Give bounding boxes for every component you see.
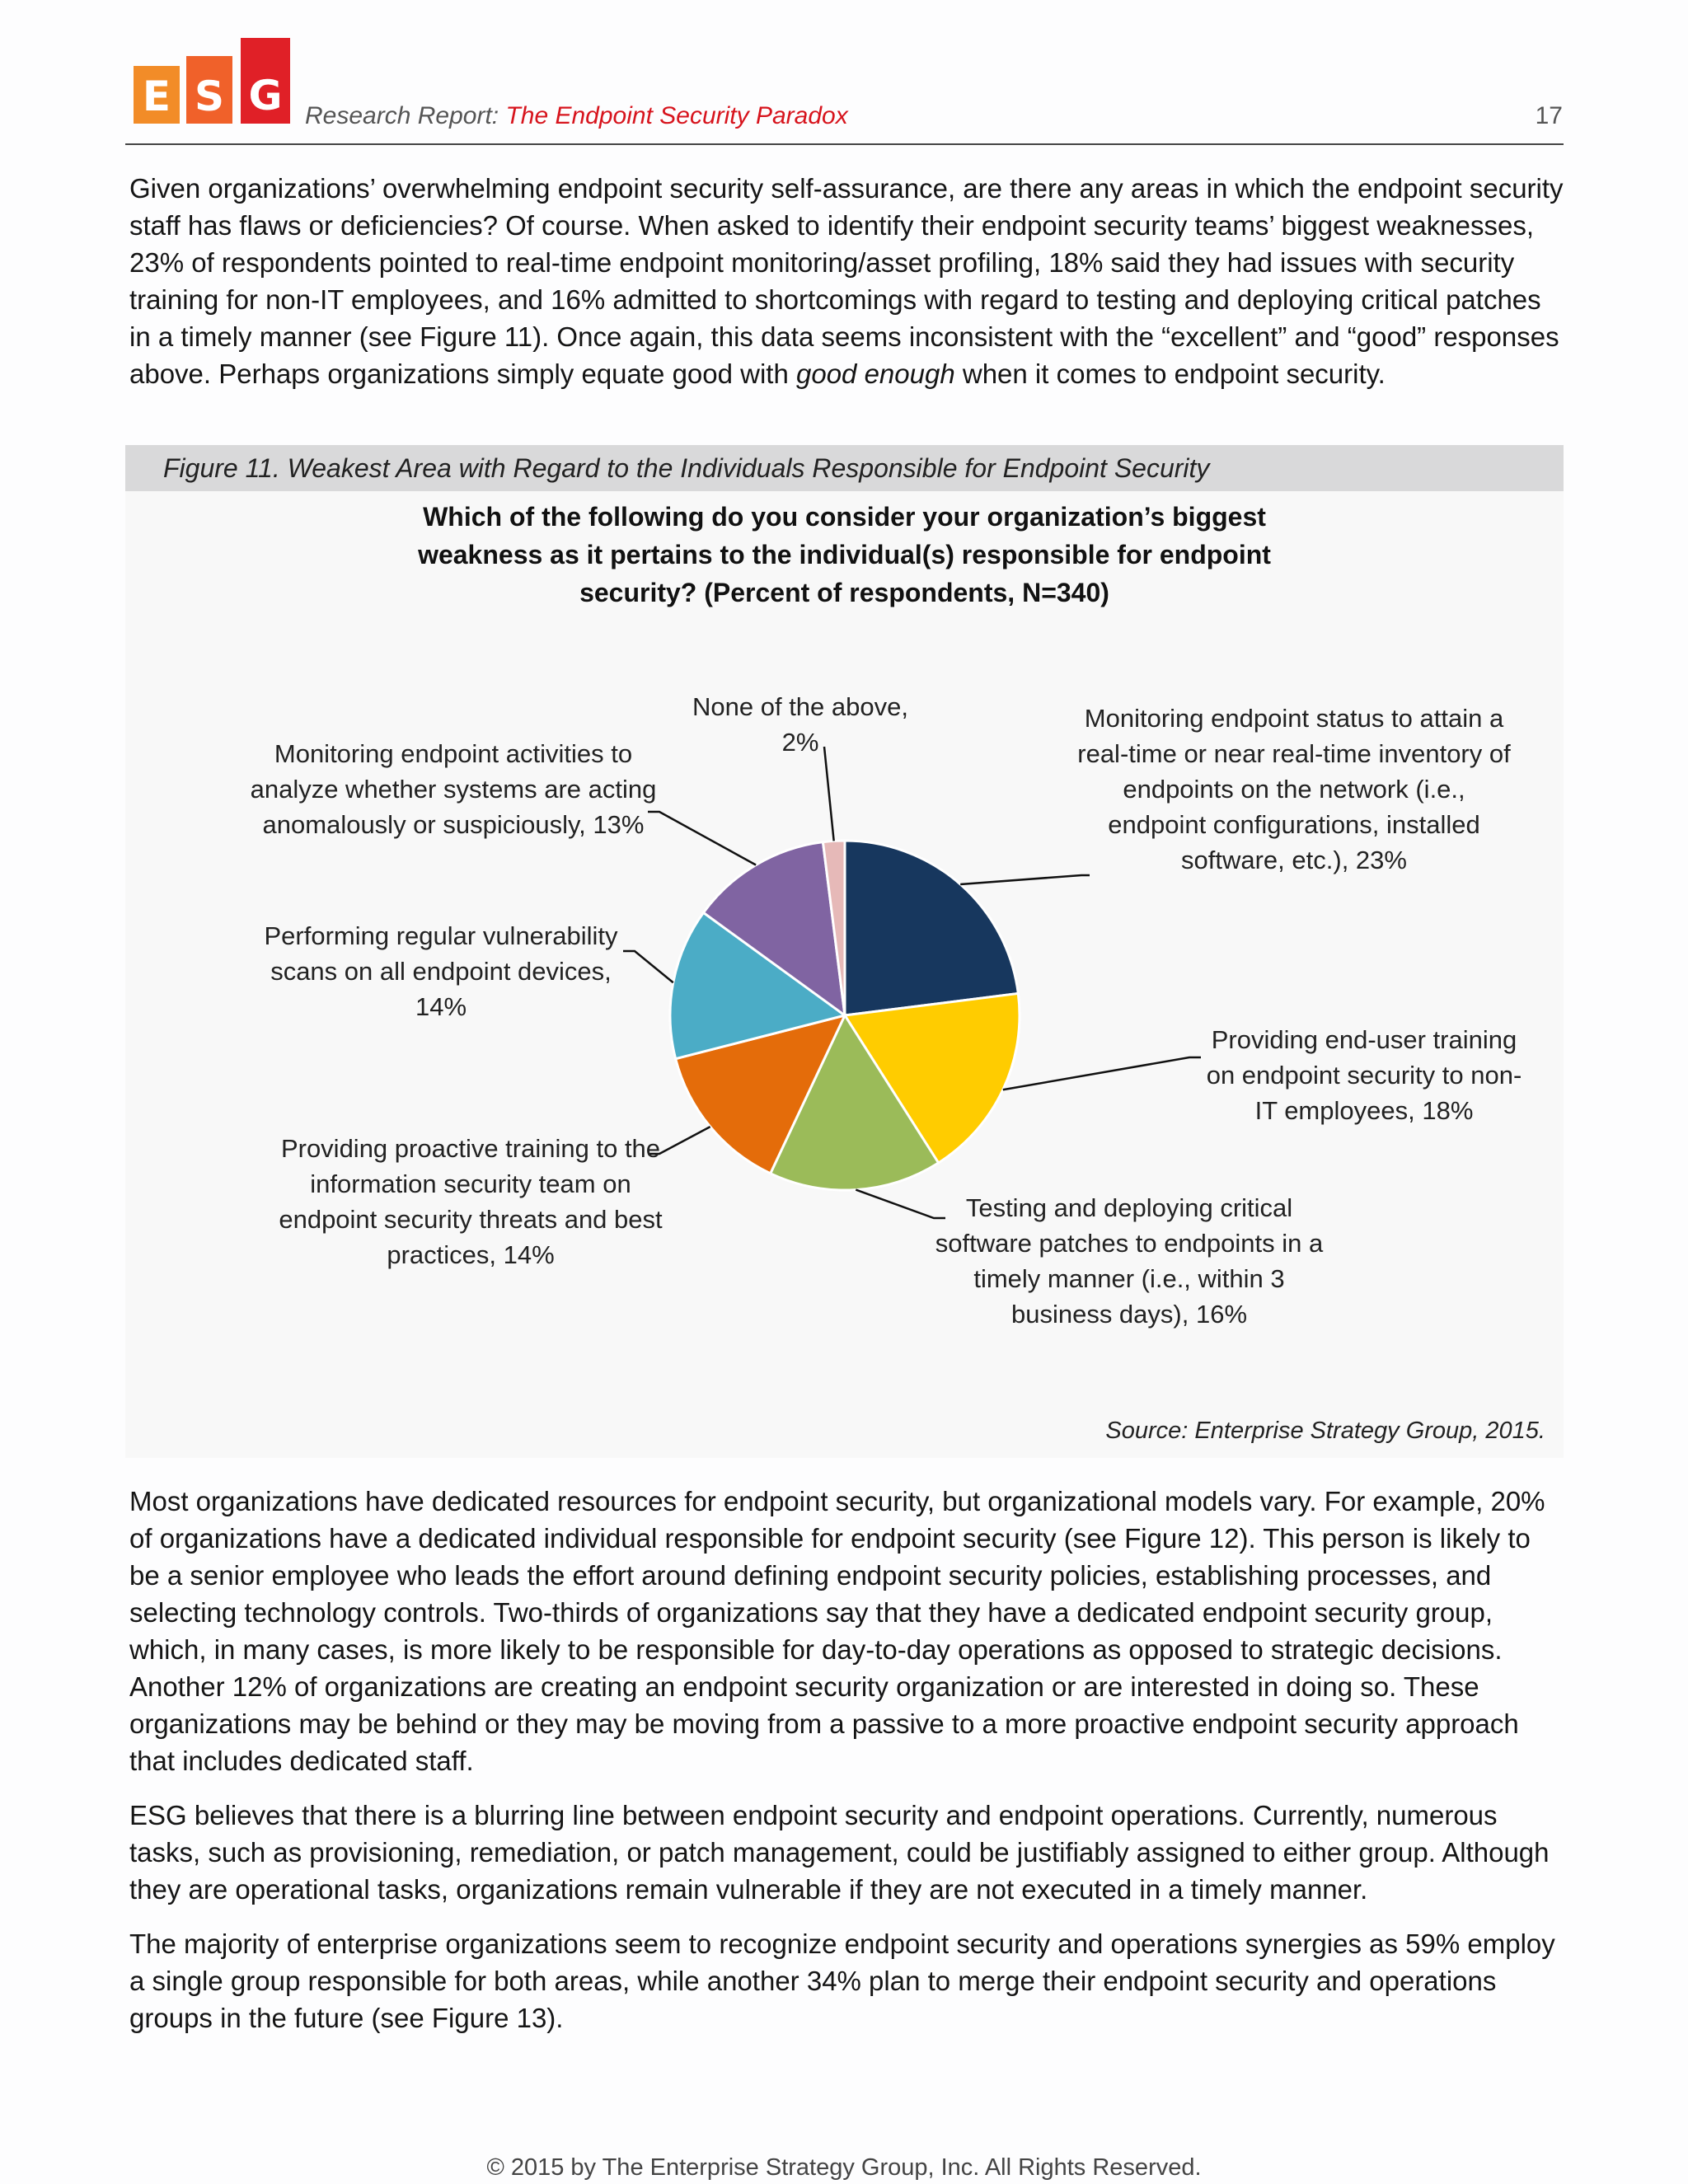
pie-label-proactive-training: Providing proactive training to the information security team on endpoint security threats and best practices, 14% [279, 1134, 663, 1269]
pie-label-monitoring-status: Monitoring endpoint status to attain a real-time or near real-time inventory of endpoints on the network (i.e., endpoint configurations, installed software, etc.), 23% [1077, 704, 1511, 874]
page-number: 17 [1535, 102, 1563, 129]
pie-slice-monitoring-status [845, 841, 1018, 1015]
pie-label-patching: Testing and deploying critical software patches to endpoints in a timely manner (i.e., within 3 business days), 16% [935, 1193, 1324, 1329]
copyright-footer: © 2015 by The Enterprise Strategy Group, Inc. All Rights Reserved. [486, 2154, 1202, 2181]
intro-text-before: Given organizations’ overwhelming endpoint security self-assurance, are there any areas in which the endpoint security staff has flaws or deficiencies? Of course. When asked to identify their endpoint security teams’ biggest weaknesses, 23% of respondents pointed to real-time endpoint monitoring/asset profiling, 18% said they had issues with security training for non-IT employees, and 16% admitted to shortcomings with regard to testing and deploying critical patches in a timely manner (see Figure 11). Once again, this data seems inconsistent with the “excellent” and “good” responses above. Perhaps organizations simply equate good with [129, 173, 1564, 389]
leader-line-end-user-training [1003, 1057, 1201, 1090]
pie-label-monitoring-activities: Monitoring endpoint activities to analyze whether systems are acting anomalously or suspiciously, 13% [250, 739, 657, 839]
leader-line-none [824, 747, 834, 841]
body-paragraph-4: The majority of enterprise organizations seem to recognize endpoint security and operations synergies as 59% employ a single group responsible for both areas, while another 34% plan to merge their endpoint security and operations groups in the future (see Figure 13). [129, 1929, 1555, 2033]
intro-text-after: when it comes to endpoint security. [954, 359, 1386, 389]
body-paragraph-2: Most organizations have dedicated resources for endpoint security, but organizational models vary. For example, 20% of organizations have a dedicated individual responsible for endpoint security (see Figure 12). This person is likely to be a senior employee who leads the effort around defining endpoint security policies, establishing processes, and selecting technology controls. Two-thirds of organizations say that they have a dedicated endpoint security group, which, in many cases, is more likely to be responsible for day-to-day operations as opposed to strategic decisions. Another 12% of organizations are creating an endpoint security organization or are interested in doing so. These organizations may be behind or they may be moving from a passive to a more proactive endpoint security approach that includes dedicated staff. [129, 1486, 1545, 1776]
leader-line-monitoring-status [960, 875, 1090, 884]
logo-letter-e: E [134, 66, 180, 124]
pie-label-none: None of the above, 2% [692, 692, 908, 757]
logo-letter-s: S [186, 56, 232, 124]
pie-label-end-user-training: Providing end-user training on endpoint security to non-IT employees, 18% [1206, 1025, 1522, 1125]
logo-letter-g: G [241, 38, 290, 124]
report-prefix: Research Report: [305, 102, 499, 129]
report-title: The Endpoint Security Paradox [505, 102, 848, 129]
chart-title: Which of the following do you consider your organization’s biggest weakness as it pertains to the individual(s) responsible for endpoint security? (Percent of respondents, N=340) [418, 502, 1271, 607]
body-paragraph-3: ESG believes that there is a blurring line between endpoint security and endpoint operations. Currently, numerous tasks, such as provisioning, remediation, or patch management, could be justifiably assigned to either group. Although they are operational tasks, organizations remain vulnerable if they are not executed in a timely manner. [129, 1800, 1550, 1905]
intro-emphasis: good enough [796, 359, 955, 389]
figure-caption: Figure 11. Weakest Area with Regard to the Individuals Responsible for Endpoint Security [125, 445, 1564, 491]
pie-slices [670, 841, 1020, 1190]
pie-label-vulnerability-scans: Performing regular vulnerability scans on all endpoint devices, 14% [264, 921, 618, 1021]
figure-source: Source: Enterprise Strategy Group, 2015. [1105, 1418, 1545, 1444]
